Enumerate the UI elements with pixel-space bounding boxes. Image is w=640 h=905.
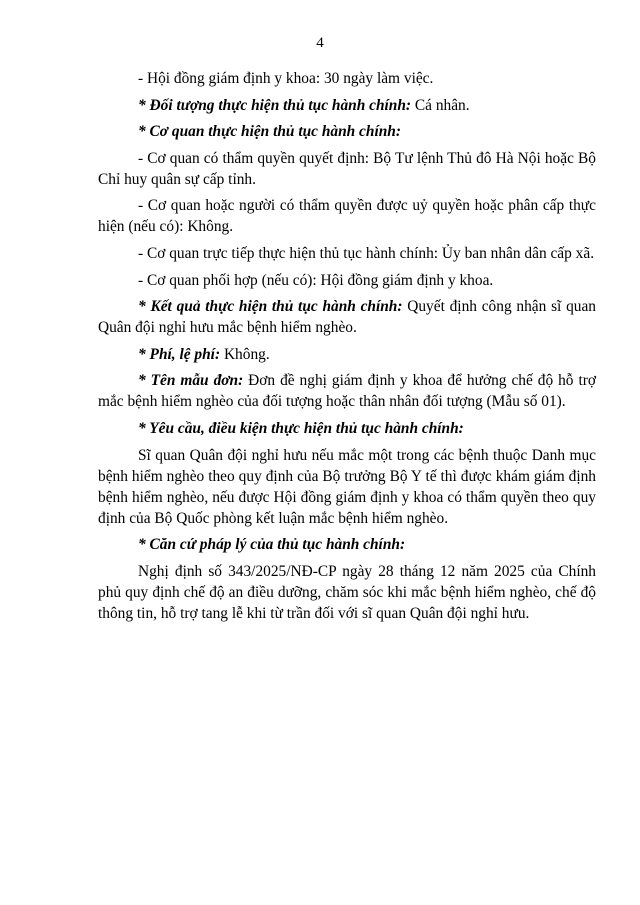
paragraph-text: Đơn đề nghị giám định y khoa để hưởng chế độ hỗ trợ mắc bệnh hiểm nghèo của đối tượng hoặc thân nhân đối tượng (Mẫu số 01). (98, 372, 596, 411)
paragraph-text: Nghị định số 343/2025/NĐ-CP ngày 28 tháng 12 năm 2025 của Chính phủ quy định chế độ an điều dưỡng, chăm sóc khi mắc bệnh hiểm nghèo, chế độ thông tin, hỗ trợ tang lễ khi từ trần đối với sĩ quan Quân đội nghỉ hưu. (98, 562, 596, 622)
paragraph-text: - Hội đồng giám định y khoa: 30 ngày làm việc. (138, 70, 434, 87)
paragraph-requirements (98, 445, 596, 529)
paragraph-coordinating-agency (98, 270, 596, 291)
paragraph-direct-agency (98, 243, 596, 264)
paragraph-text: - Cơ quan trực tiếp thực hiện thủ tục hành chính: Ủy ban nhân dân cấp xã. (138, 244, 595, 262)
paragraph-requirements-heading (98, 418, 596, 439)
paragraph-text: Sĩ quan Quân đội nghỉ hưu nếu mắc một trong các bệnh thuộc Danh mục bệnh hiểm nghèo theo quy định của Bộ trưởng Bộ Y tế thì được khám giám định bệnh hiểm nghèo, nếu được Hội đồng giám định y khoa có thẩm quyền theo quy định của Bộ Quốc phòng kết luận mắc bệnh hiểm nghèo. (98, 446, 596, 527)
paragraph-text: - Cơ quan có thẩm quyền quyết định: Bộ Tư lệnh Thủ đô Hà Nội hoặc Bộ Chỉ huy quân sự cấp tỉnh. (98, 149, 596, 188)
paragraph-legal-basis (98, 561, 596, 624)
section-heading-form-name: * Tên mẫu đơn: (138, 372, 244, 390)
paragraph-subject (98, 95, 596, 116)
section-heading-requirements: * Yêu cầu, điều kiện thực hiện thủ tục hành chính: (138, 419, 464, 437)
paragraph-result (98, 296, 596, 338)
paragraph-text: Quyết định công nhận sĩ quan Quân đội nghỉ hưu mắc bệnh hiểm nghèo. (98, 298, 597, 337)
paragraph-authorized-agency (98, 195, 596, 237)
paragraph-text: Không. (220, 345, 270, 363)
paragraph-agency-heading (98, 121, 596, 142)
paragraph-deciding-agency (98, 148, 596, 190)
paragraph-processing-time-council (98, 68, 596, 89)
document-body (98, 68, 596, 624)
page-number: 4 (316, 35, 324, 51)
paragraph-fees (98, 344, 596, 365)
paragraph-legal-basis-heading (98, 534, 596, 555)
paragraph-text: - Cơ quan hoặc người có thẩm quyền được uỷ quyền hoặc phân cấp thực hiện (nếu có): Không. (98, 197, 596, 236)
section-heading-fees: * Phí, lệ phí: (138, 345, 221, 363)
paragraph-text: - Cơ quan phối hợp (nếu có): Hội đồng giám định y khoa. (138, 271, 494, 289)
section-heading-subject: * Đối tượng thực hiện thủ tục hành chính: (138, 96, 412, 114)
paragraph-text: Cá nhân. (411, 96, 470, 114)
section-heading-result: * Kết quả thực hiện thủ tục hành chính: (138, 298, 403, 316)
section-heading-agency: * Cơ quan thực hiện thủ tục hành chính: (138, 123, 401, 141)
paragraph-form-name (98, 370, 596, 412)
section-heading-legal-basis: * Căn cứ pháp lý của thủ tục hành chính: (138, 536, 406, 554)
